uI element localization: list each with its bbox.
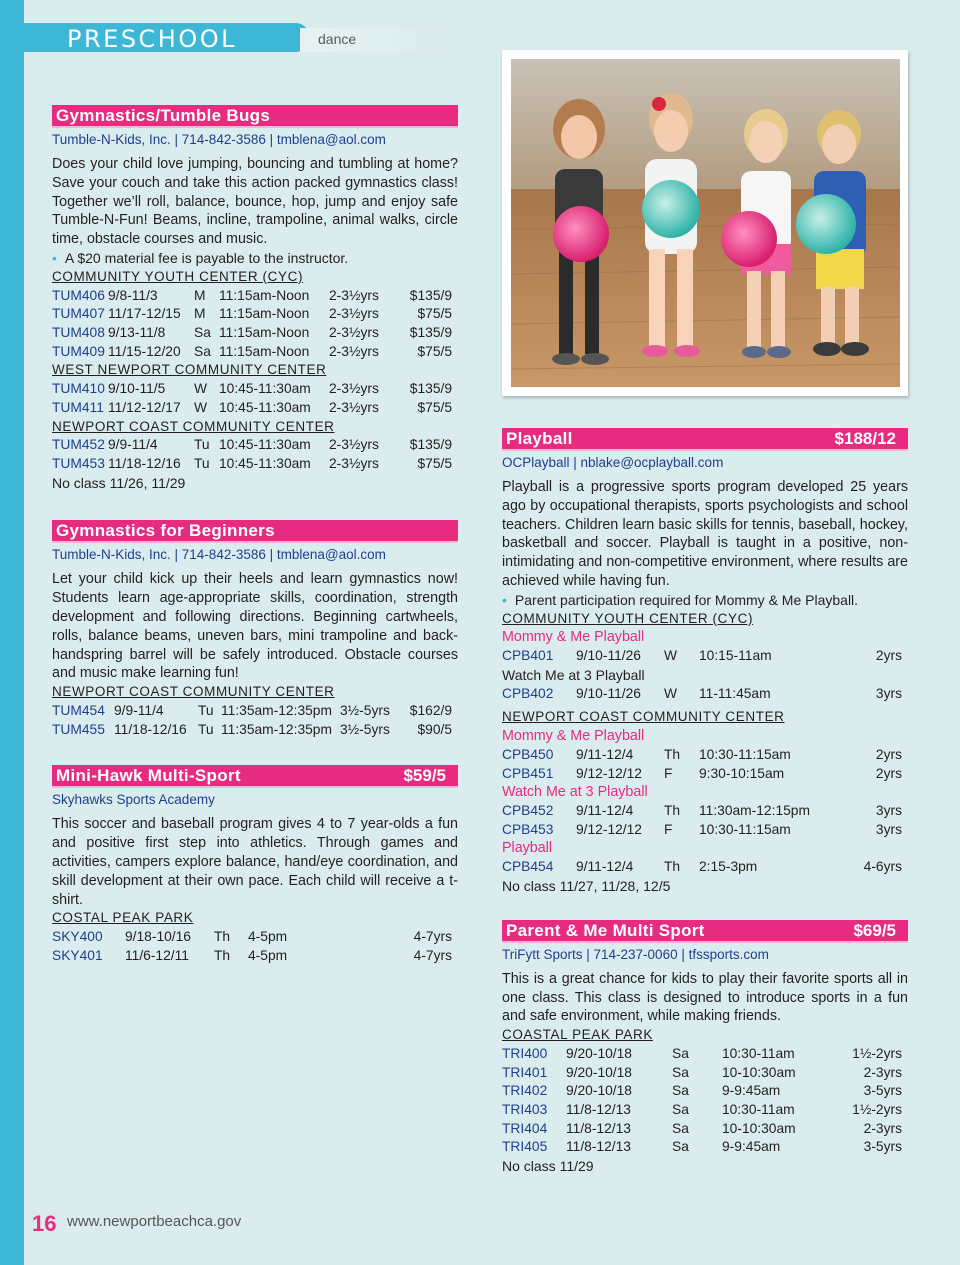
schedule-code[interactable]: TRI403 bbox=[502, 1102, 548, 1118]
photo-frame bbox=[502, 50, 908, 396]
schedule-age: 2-3½yrs bbox=[329, 306, 379, 322]
class-price: $69/5 bbox=[853, 920, 896, 940]
class-price: $188/12 bbox=[834, 429, 896, 448]
class-description: Let your child kick up their heels and learn gymnastics now! Students learn age-appropriate skills, coordination, strength development and following directions. Beginning cartwheels, rolls, balance beams, uneven bars, mini trampoline and back-handspring barrel will be safely introduced. Obstacle courses and music make learning fun! bbox=[52, 571, 458, 682]
schedule-day: Tu bbox=[194, 455, 210, 471]
schedule-dates: 9/9-11/4 bbox=[114, 703, 164, 719]
schedule-dates: 11/6-12/11 bbox=[125, 947, 189, 963]
schedule-day: Tu bbox=[198, 703, 214, 719]
schedule-age: 3yrs bbox=[875, 803, 902, 819]
bullet-text: A $20 material fee is payable to the instructor. bbox=[64, 249, 349, 266]
children-photo bbox=[511, 59, 900, 387]
no-class-note: No class 11/27, 11/28, 12/5 bbox=[502, 877, 671, 894]
schedule-code[interactable]: CPB451 bbox=[502, 765, 554, 781]
schedule-code[interactable]: TUM410 bbox=[52, 381, 105, 397]
schedule-code[interactable]: TRI400 bbox=[502, 1045, 548, 1061]
no-class-note: No class 11/29 bbox=[502, 1158, 594, 1175]
schedule-code[interactable]: TUM409 bbox=[52, 343, 105, 359]
schedule-day: Th bbox=[664, 803, 681, 819]
schedule-time: 10:30-11am bbox=[722, 1102, 795, 1118]
schedule-day: W bbox=[194, 381, 208, 397]
schedule-day: W bbox=[664, 648, 678, 664]
section-subtitle: dance bbox=[318, 31, 357, 47]
schedule-code[interactable]: TRI401 bbox=[502, 1064, 548, 1080]
schedule-code[interactable]: SKY401 bbox=[52, 947, 103, 963]
schedule-table bbox=[502, 1045, 908, 1157]
program-subheading: Playball bbox=[502, 840, 553, 857]
schedule-day: Sa bbox=[672, 1064, 689, 1080]
schedule-code[interactable]: TUM455 bbox=[52, 721, 105, 737]
schedule-row bbox=[52, 399, 458, 418]
schedule-time: 11:15am-Noon bbox=[219, 343, 310, 359]
schedule-code[interactable]: TUM407 bbox=[52, 306, 105, 322]
class-title-bar bbox=[52, 520, 458, 543]
location-heading: COMMUNITY YOUTH CENTER (CYC) bbox=[502, 610, 754, 626]
schedule-time: 10:45-11:30am bbox=[219, 381, 311, 397]
schedule-dates: 9/13-11/8 bbox=[108, 324, 166, 340]
schedule-row bbox=[502, 1138, 908, 1157]
schedule-day: W bbox=[664, 685, 678, 701]
schedule-dates: 9/10-11/26 bbox=[576, 648, 641, 664]
schedule-age: 2-3½yrs bbox=[329, 381, 379, 397]
schedule-row bbox=[502, 821, 908, 840]
schedule-day: Sa bbox=[672, 1045, 689, 1061]
schedule-time: 11:15am-Noon bbox=[219, 287, 310, 303]
class-title: Gymnastics for Beginners bbox=[56, 521, 275, 541]
schedule-price: $90/5 bbox=[417, 721, 452, 737]
class-title-bar bbox=[52, 105, 458, 128]
class-price: $59/5 bbox=[403, 766, 446, 786]
schedule-time: 11:35am-12:35pm bbox=[221, 703, 332, 719]
schedule-age: 2yrs bbox=[875, 765, 902, 781]
schedule-day: Th bbox=[664, 859, 681, 875]
schedule-age: 2-3½yrs bbox=[329, 287, 379, 303]
bullet-icon: • bbox=[52, 249, 57, 266]
location-heading: NEWPORT COAST COMMUNITY CENTER bbox=[52, 684, 335, 700]
schedule-price: $162/9 bbox=[409, 703, 452, 719]
section-title: PRESCHOOL bbox=[67, 25, 238, 53]
bullet-note bbox=[502, 591, 908, 610]
class-title: Parent & Me Multi Sport bbox=[506, 920, 705, 940]
schedule-table bbox=[502, 858, 908, 877]
schedule-time: 9:30-10:15am bbox=[699, 765, 785, 781]
schedule-dates: 9/10-11/26 bbox=[576, 685, 641, 701]
location-heading: NEWPORT COAST COMMUNITY CENTER bbox=[502, 709, 785, 725]
schedule-table bbox=[52, 928, 458, 965]
schedule-time: 9-9:45am bbox=[722, 1139, 781, 1155]
location-heading: WEST NEWPORT COMMUNITY CENTER bbox=[52, 362, 327, 378]
schedule-time: 11:15am-Noon bbox=[219, 324, 310, 340]
schedule-time: 11:30am-12:15pm bbox=[699, 803, 810, 819]
schedule-row bbox=[52, 343, 458, 362]
schedule-row bbox=[502, 765, 908, 784]
schedule-time: 10:45-11:30am bbox=[219, 399, 311, 415]
schedule-code[interactable]: TUM408 bbox=[52, 324, 105, 340]
class-title: Mini-Hawk Multi-Sport bbox=[56, 766, 241, 786]
right-column bbox=[502, 428, 908, 1176]
schedule-age: 4-7yrs bbox=[413, 947, 452, 963]
schedule-day: F bbox=[664, 765, 673, 781]
schedule-price: $135/9 bbox=[409, 287, 452, 303]
schedule-age: 3yrs bbox=[875, 821, 902, 837]
schedule-day: Tu bbox=[198, 721, 214, 737]
schedule-dates: 11/8-12/13 bbox=[566, 1139, 631, 1155]
schedule-dates: 9/11-12/4 bbox=[576, 859, 634, 875]
schedule-dates: 9/20-10/18 bbox=[566, 1064, 632, 1080]
schedule-price: $75/5 bbox=[417, 455, 452, 471]
schedule-table bbox=[502, 746, 908, 783]
schedule-table bbox=[502, 647, 908, 666]
page-number: 16 bbox=[32, 1211, 57, 1236]
schedule-time: 10:15-11am bbox=[699, 648, 772, 664]
schedule-dates: 11/8-12/13 bbox=[566, 1102, 631, 1118]
schedule-day: Sa bbox=[672, 1083, 689, 1099]
schedule-dates: 11/17-12/15 bbox=[108, 306, 181, 322]
class-title-bar bbox=[502, 428, 908, 451]
schedule-table bbox=[502, 685, 908, 704]
schedule-day: Sa bbox=[672, 1102, 689, 1118]
schedule-price: $75/5 bbox=[417, 306, 452, 322]
schedule-day: Th bbox=[214, 929, 231, 945]
schedule-row bbox=[502, 685, 908, 704]
schedule-time: 10:30-11:15am bbox=[699, 821, 791, 837]
class-title-bar bbox=[502, 920, 908, 943]
schedule-dates: 9/11-12/4 bbox=[576, 746, 634, 762]
schedule-dates: 9/18-10/16 bbox=[125, 929, 191, 945]
schedule-dates: 9/20-10/18 bbox=[566, 1045, 632, 1061]
schedule-code[interactable]: CPB402 bbox=[502, 685, 554, 701]
schedule-time: 4-5pm bbox=[248, 929, 288, 945]
bullet-icon: • bbox=[502, 591, 507, 608]
location-heading: COMMUNITY YOUTH CENTER (CYC) bbox=[52, 268, 304, 284]
schedule-age: 2-3½yrs bbox=[329, 324, 379, 340]
schedule-age: 4-6yrs bbox=[863, 859, 902, 875]
schedule-time: 10:45-11:30am bbox=[219, 437, 311, 453]
schedule-code[interactable]: TUM454 bbox=[52, 703, 105, 719]
schedule-age: 3½-5yrs bbox=[340, 721, 390, 737]
schedule-table bbox=[52, 702, 458, 739]
schedule-time: 11:35am-12:35pm bbox=[221, 721, 332, 737]
schedule-dates: 9/11-12/4 bbox=[576, 803, 634, 819]
left-column bbox=[52, 105, 458, 966]
schedule-code[interactable]: CPB401 bbox=[502, 648, 554, 664]
class-description: Does your child love jumping, bouncing and tumbling at home? Save your couch and take this action packed gymnastics class! Together we’ll roll, balance, bounce, hop, jump and enjoy safe Tumble-N-Fun! Beams, incline, trampoline, animal walks, circle time, obstacle courses and music. bbox=[52, 156, 458, 248]
schedule-dates: 9/10-11/5 bbox=[108, 381, 166, 397]
schedule-age: 3-5yrs bbox=[863, 1083, 902, 1099]
schedule-age: 2-3yrs bbox=[863, 1064, 902, 1080]
schedule-age: 2yrs bbox=[875, 746, 902, 762]
class-description: This soccer and baseball program gives 4 to 7 year-olds a fun and positive first step into athletics. Through games and activities, campers explore balance, hand/eye coordination, and skill development at their own pace. Each child will receive a t-shirt. bbox=[52, 816, 458, 908]
schedule-day: M bbox=[194, 287, 206, 303]
class-description: Playball is a progressive sports program developed 25 years ago by occupational therapists, sports psychologists and school teachers. Children learn basic skills for tennis, baseball, hockey, basketball and soccer. Playball is taught in a positive, non-intimidating and non-competitive environment, where results are achieved while having fun. bbox=[502, 479, 908, 589]
program-subheading: Mommy & Me Playball bbox=[502, 728, 645, 745]
schedule-price: $135/9 bbox=[409, 324, 452, 340]
program-subheading: Mommy & Me Playball bbox=[502, 629, 645, 646]
schedule-row bbox=[52, 380, 458, 399]
schedule-row bbox=[502, 802, 908, 821]
schedule-day: Th bbox=[664, 746, 681, 762]
left-accent-bar bbox=[0, 0, 24, 1265]
schedule-row bbox=[502, 1064, 908, 1083]
schedule-dates: 9/9-11/4 bbox=[108, 437, 158, 453]
schedule-time: 11-11:45am bbox=[699, 685, 771, 701]
schedule-age: 2yrs bbox=[875, 648, 902, 664]
schedule-price: $135/9 bbox=[409, 437, 452, 453]
schedule-code[interactable]: CPB453 bbox=[502, 821, 554, 837]
schedule-day: W bbox=[194, 399, 208, 415]
schedule-row bbox=[502, 1082, 908, 1101]
schedule-row bbox=[52, 455, 458, 474]
schedule-code[interactable]: TUM452 bbox=[52, 437, 105, 453]
schedule-day: Sa bbox=[194, 324, 211, 340]
no-class-note: No class 11/26, 11/29 bbox=[52, 474, 186, 491]
schedule-table bbox=[52, 287, 458, 362]
schedule-code[interactable]: CPB454 bbox=[502, 859, 554, 875]
schedule-time: 10:30-11:15am bbox=[699, 746, 791, 762]
schedule-code[interactable]: SKY400 bbox=[52, 929, 103, 945]
class-title: Playball bbox=[506, 429, 573, 448]
provider-contact: Tumble-N-Kids, Inc. | 714-842-3586 | tmblena@aol.com bbox=[52, 132, 386, 147]
section-subtab bbox=[300, 28, 448, 52]
schedule-code[interactable]: TRI405 bbox=[502, 1139, 548, 1155]
location-heading: NEWPORT COAST COMMUNITY CENTER bbox=[52, 418, 335, 434]
program-subheading: Watch Me at 3 Playball bbox=[502, 784, 648, 801]
schedule-row bbox=[502, 1101, 908, 1120]
schedule-day: Tu bbox=[194, 437, 210, 453]
schedule-time: 10-10:30am bbox=[722, 1064, 796, 1080]
schedule-time: 10:30-11am bbox=[722, 1045, 795, 1061]
schedule-age: 2-3½yrs bbox=[329, 455, 379, 471]
schedule-age: 1½-2yrs bbox=[852, 1045, 902, 1061]
schedule-time: 4-5pm bbox=[248, 947, 288, 963]
schedule-table bbox=[502, 802, 908, 839]
schedule-time: 11:15am-Noon bbox=[219, 306, 310, 322]
schedule-row bbox=[52, 324, 458, 343]
location-heading: COSTAL PEAK PARK bbox=[52, 910, 194, 926]
schedule-age: 2-3½yrs bbox=[329, 343, 379, 359]
schedule-day: M bbox=[194, 306, 206, 322]
schedule-table bbox=[52, 380, 458, 417]
schedule-dates: 9/20-10/18 bbox=[566, 1083, 632, 1099]
schedule-age: 4-7yrs bbox=[413, 929, 452, 945]
schedule-code[interactable]: TUM406 bbox=[52, 287, 105, 303]
schedule-time: 10-10:30am bbox=[722, 1120, 796, 1136]
schedule-day: Sa bbox=[672, 1139, 689, 1155]
schedule-row bbox=[502, 1045, 908, 1064]
schedule-day: Sa bbox=[672, 1120, 689, 1136]
schedule-price: $75/5 bbox=[417, 343, 452, 359]
provider-contact: OCPlayball | nblake@ocplayball.com bbox=[502, 455, 724, 470]
schedule-time: 10:45-11:30am bbox=[219, 455, 311, 471]
schedule-row bbox=[502, 858, 908, 877]
schedule-time: 2:15-3pm bbox=[699, 859, 758, 875]
schedule-day: F bbox=[664, 821, 673, 837]
schedule-code[interactable]: TRI402 bbox=[502, 1083, 548, 1099]
schedule-row bbox=[502, 647, 908, 666]
schedule-age: 1½-2yrs bbox=[852, 1102, 902, 1118]
schedule-row bbox=[52, 287, 458, 306]
schedule-dates: 11/12-12/17 bbox=[108, 399, 181, 415]
class-title: Gymnastics/Tumble Bugs bbox=[56, 106, 271, 125]
schedule-dates: 9/12-12/12 bbox=[576, 821, 642, 837]
schedule-row bbox=[52, 436, 458, 455]
schedule-price: $75/5 bbox=[417, 399, 452, 415]
schedule-row bbox=[52, 928, 458, 947]
schedule-dates: 11/8-12/13 bbox=[566, 1120, 631, 1136]
schedule-age: 3-5yrs bbox=[863, 1139, 902, 1155]
schedule-dates: 11/18-12/16 bbox=[108, 455, 181, 471]
schedule-day: Th bbox=[214, 947, 231, 963]
schedule-code[interactable]: TUM453 bbox=[52, 455, 105, 471]
schedule-dates: 9/8-11/3 bbox=[108, 287, 158, 303]
bullet-note bbox=[52, 249, 458, 268]
class-description: This is a great chance for kids to play their favorite sports all in one class. This class is designed to introduce sports in a fun and safe environment, while making friends. bbox=[502, 970, 908, 1025]
schedule-row bbox=[52, 721, 458, 740]
schedule-code[interactable]: CPB450 bbox=[502, 746, 554, 762]
schedule-age: 2-3½yrs bbox=[329, 399, 379, 415]
schedule-age: 3½-5yrs bbox=[340, 703, 390, 719]
schedule-dates: 11/18-12/16 bbox=[114, 721, 187, 737]
class-title-bar bbox=[52, 765, 458, 788]
schedule-time: 9-9:45am bbox=[722, 1083, 781, 1099]
schedule-code[interactable]: TUM411 bbox=[52, 399, 104, 415]
schedule-row bbox=[502, 1120, 908, 1139]
provider-contact: TriFytt Sports | 714-237-0060 | tfssports.com bbox=[502, 946, 769, 962]
schedule-table bbox=[52, 436, 458, 473]
schedule-code[interactable]: CPB452 bbox=[502, 803, 554, 819]
provider-contact: Skyhawks Sports Academy bbox=[52, 792, 215, 808]
schedule-price: $135/9 bbox=[409, 381, 452, 397]
website-url: www.newportbeachca.gov bbox=[67, 1213, 242, 1230]
provider-contact: Tumble-N-Kids, Inc. | 714-842-3586 | tmblena@aol.com bbox=[52, 547, 386, 563]
schedule-age: 3yrs bbox=[875, 685, 902, 701]
schedule-code[interactable]: TRI404 bbox=[502, 1120, 548, 1136]
schedule-row bbox=[52, 305, 458, 324]
bullet-text: Parent participation required for Mommy & Me Playball. bbox=[514, 591, 859, 608]
schedule-row bbox=[52, 947, 458, 966]
schedule-day: Sa bbox=[194, 343, 211, 359]
schedule-row bbox=[52, 702, 458, 721]
program-subheading: Watch Me at 3 Playball bbox=[502, 666, 645, 683]
schedule-row bbox=[502, 746, 908, 765]
location-heading: COASTAL PEAK PARK bbox=[502, 1027, 653, 1043]
schedule-dates: 9/12-12/12 bbox=[576, 765, 642, 781]
schedule-age: 2-3½yrs bbox=[329, 437, 379, 453]
schedule-age: 2-3yrs bbox=[863, 1120, 902, 1136]
schedule-dates: 11/15-12/20 bbox=[108, 343, 181, 359]
